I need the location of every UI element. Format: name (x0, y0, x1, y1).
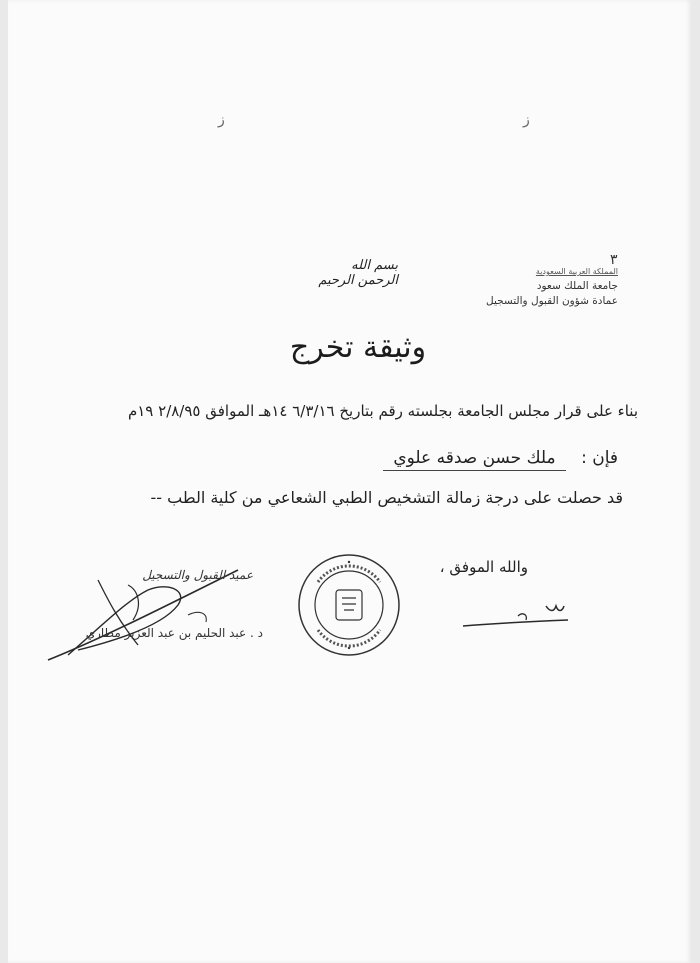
right-signature-drawing (458, 598, 578, 638)
kingdom-label: المملكة العربية السعودية (535, 267, 618, 276)
basmala: بسم الله الرحمن الرحيم (318, 258, 398, 288)
university-name: جامعة الملك سعود (536, 280, 618, 292)
university-seal-icon (296, 552, 402, 658)
university-header (468, 264, 618, 309)
document-title: وثيقة تخرج (289, 330, 427, 365)
page-number: ٣ (610, 252, 618, 268)
scan-mark-left: ز (218, 112, 225, 128)
recipient-name: ملك حسن صدقه علوي (383, 448, 565, 471)
closing-line: والله الموفق ، (439, 558, 528, 576)
document-page (8, 0, 692, 963)
scan-mark-right: ز (523, 112, 530, 128)
dean-name: د . عبد الحليم بن عبد العزيز مطاري (85, 626, 263, 640)
recipient-prefix: فإن : (581, 448, 618, 468)
recipient-line (168, 448, 618, 471)
decision-line: بناء على قرار مجلس الجامعة بجلسته رقم بتاريخ ٦/٣/١٦ ١٤هـ الموافق ٢/٨/٩٥ ١٩م (127, 402, 638, 420)
deanship-name: عمادة شؤون القبول والتسجيل (486, 295, 618, 307)
degree-line: قد حصلت على درجة زمالة التشخيص الطبي الشعاعي من كلية الطب -- (150, 488, 623, 507)
deanship-signature-caption: عميد القبول والتسجيل (142, 568, 253, 582)
